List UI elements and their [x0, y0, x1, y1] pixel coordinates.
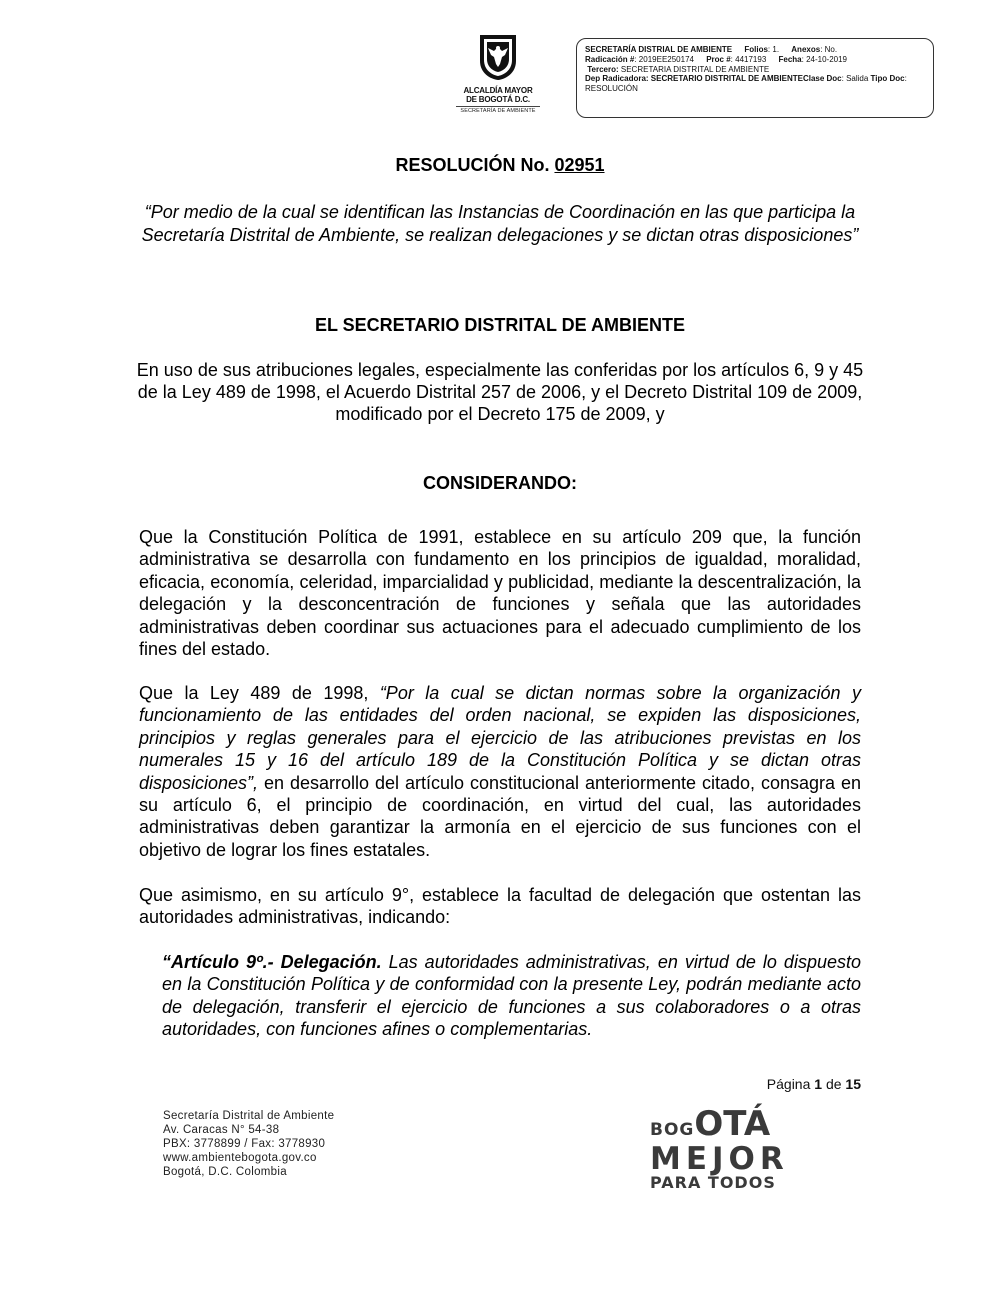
- stamp-entity: SECRETARÍA DISTRIAL DE AMBIENTE: [585, 45, 733, 54]
- stamp-tipo-doc: RESOLUCIÓN: [585, 84, 638, 94]
- coat-of-arms-icon: [478, 33, 518, 81]
- resolution-title: [130, 155, 870, 176]
- stamp-line-4: [585, 74, 925, 84]
- radication-stamp: [576, 38, 934, 118]
- logo-line-3: SECRETARÍA DE AMBIENTE: [460, 108, 536, 114]
- stamp-tercero-label: Tercero:: [587, 64, 619, 74]
- resolution-subtitle: “Por medio de la cual se identifican las Instancias de Coordinación en las que participa la Secretaría Distrital de Ambiente, se realizan delegaciones y se dictan otras disposiciones”: [141, 202, 859, 245]
- logo-divider: [456, 106, 540, 107]
- footer-address: [163, 1109, 334, 1179]
- page-label: Página: [766, 1076, 815, 1092]
- bogota-mejor-logo: [650, 1104, 840, 1192]
- brand-small: BOG: [650, 1120, 695, 1140]
- issuer-heading: EL SECRETARIO DISTRITAL DE AMBIENTE: [314, 315, 686, 335]
- logo-line-2: DE BOGOTÁ D.C.: [466, 95, 530, 104]
- stamp-radicacion-value: : 2019EE250174: [634, 54, 694, 64]
- stamp-dep-label: Dep Radicadora: SECRETARIO DISTRITAL DE AMBIENTEClase Doc: [585, 74, 842, 84]
- stamp-line-1: [585, 45, 925, 55]
- page-of: de: [822, 1076, 846, 1092]
- brand-big: OTÁ: [694, 1104, 771, 1144]
- paragraph-2-end: en desarrollo del artículo constitucional anteriormente citado, consagra en su artículo 6, el principio de coordinación, en virtud del cual, las autoridades administrativas deben garantizar la armonía en el ejercicio de sus funciones con el objetivo de lograr los fines estatales.: [139, 772, 861, 860]
- considerando-heading: CONSIDERANDO:: [422, 473, 577, 493]
- stamp-anexos-label: Anexos: [791, 45, 821, 54]
- address-line: Secretaría Distrital de Ambiente: [163, 1110, 335, 1122]
- address-line: www.ambientebogota.gov.co: [163, 1152, 317, 1164]
- paragraph-2: [139, 682, 861, 861]
- stamp-fecha-value: : 24-10-2019: [801, 54, 847, 64]
- article-quote-heading: “Artículo 9º.- Delegación.: [162, 952, 382, 972]
- stamp-folios-label: Folios: [744, 45, 768, 54]
- stamp-line-2: [585, 55, 925, 65]
- brand-line-2: MEJOR: [650, 1141, 789, 1177]
- stamp-radicacion-label: Radicación #: [585, 54, 635, 64]
- address-line: PBX: 3778899 / Fax: 3778930: [163, 1138, 326, 1150]
- alcaldia-logo: [452, 33, 544, 125]
- brand-line-1: [650, 1104, 840, 1144]
- stamp-proc-value: : 4417193: [730, 54, 767, 64]
- page-current: 1: [814, 1076, 823, 1092]
- paragraph-2-start: Que la Ley 489 de 1998,: [139, 683, 380, 703]
- stamp-tercero-value: SECRETARIA DISTRITAL DE AMBIENTE: [618, 64, 770, 74]
- logo-line-1: ALCALDÍA MAYOR: [463, 86, 533, 95]
- brand-line-3: PARA TODOS: [650, 1173, 776, 1192]
- address-line: Bogotá, D.C. Colombia: [163, 1166, 287, 1178]
- page-number: [760, 1076, 861, 1092]
- resolution-number: 02951: [554, 155, 605, 175]
- page-total: 15: [845, 1076, 861, 1092]
- address-line: Av. Caracas N° 54-38: [163, 1124, 280, 1136]
- stamp-line-3: [585, 65, 925, 75]
- paragraph-3: Que asimismo, en su artículo 9°, establece la facultad de delegación que ostentan las autoridades administrativas, indicando:: [139, 885, 861, 928]
- paragraph-1: Que la Constitución Política de 1991, establece en su artículo 209 que, la función administrativa se desarrolla con fundamento en los principios de igualdad, moralidad, eficacia, economía, celeridad, imparcialidad y publicidad, mediante la descentralización, la delegación y la desconcentración de funciones y señala que las autoridades administrativas deben coordinar sus actuaciones para el adecuado cumplimiento de los fines del estado.: [139, 527, 861, 660]
- stamp-tipo-label: Tipo Doc: [870, 74, 905, 84]
- stamp-proc-label: Proc #: [706, 54, 731, 64]
- stamp-clase-value: : Salida: [841, 74, 871, 84]
- article-quote: [162, 951, 861, 1041]
- article-quote-text: Las autoridades administrativas, en virtud de lo dispuesto en la Constitución Política y de conformidad con la presente Ley, podrán mediante acto de delegación, transferir el ejercicio de funciones a sus colaboradores o a otras autoridades, con funciones afines o complementarias.: [162, 952, 861, 1040]
- stamp-fecha-label: Fecha: [778, 54, 802, 64]
- paragraph-2-law-title: “Por la cual se dictan normas sobre la organización y funcionamiento de las entidades del orden nacional, se expiden las disposiciones, principios y reglas generales para el ejercicio de las atribuciones previstas en los numerales 15 y 16 del artículo 189 de la Constitución Política y se dictan otras disposiciones”,: [139, 683, 861, 793]
- stamp-tipo-value: :: [904, 74, 907, 84]
- intro-paragraph: En uso de sus atribuciones legales, especialmente las conferidas por los artículos 6, 9 y 45 de la Ley 489 de 1998, el Acuerdo Distrital 257 de 2006, y el Decreto Distrital 109 de 2009, modificado por el Decreto 175 de 2009, y: [136, 360, 864, 424]
- stamp-anexos-value: : No.: [820, 45, 838, 54]
- title-prefix: RESOLUCIÓN No.: [395, 155, 555, 175]
- stamp-folios-value: : 1.: [767, 45, 780, 54]
